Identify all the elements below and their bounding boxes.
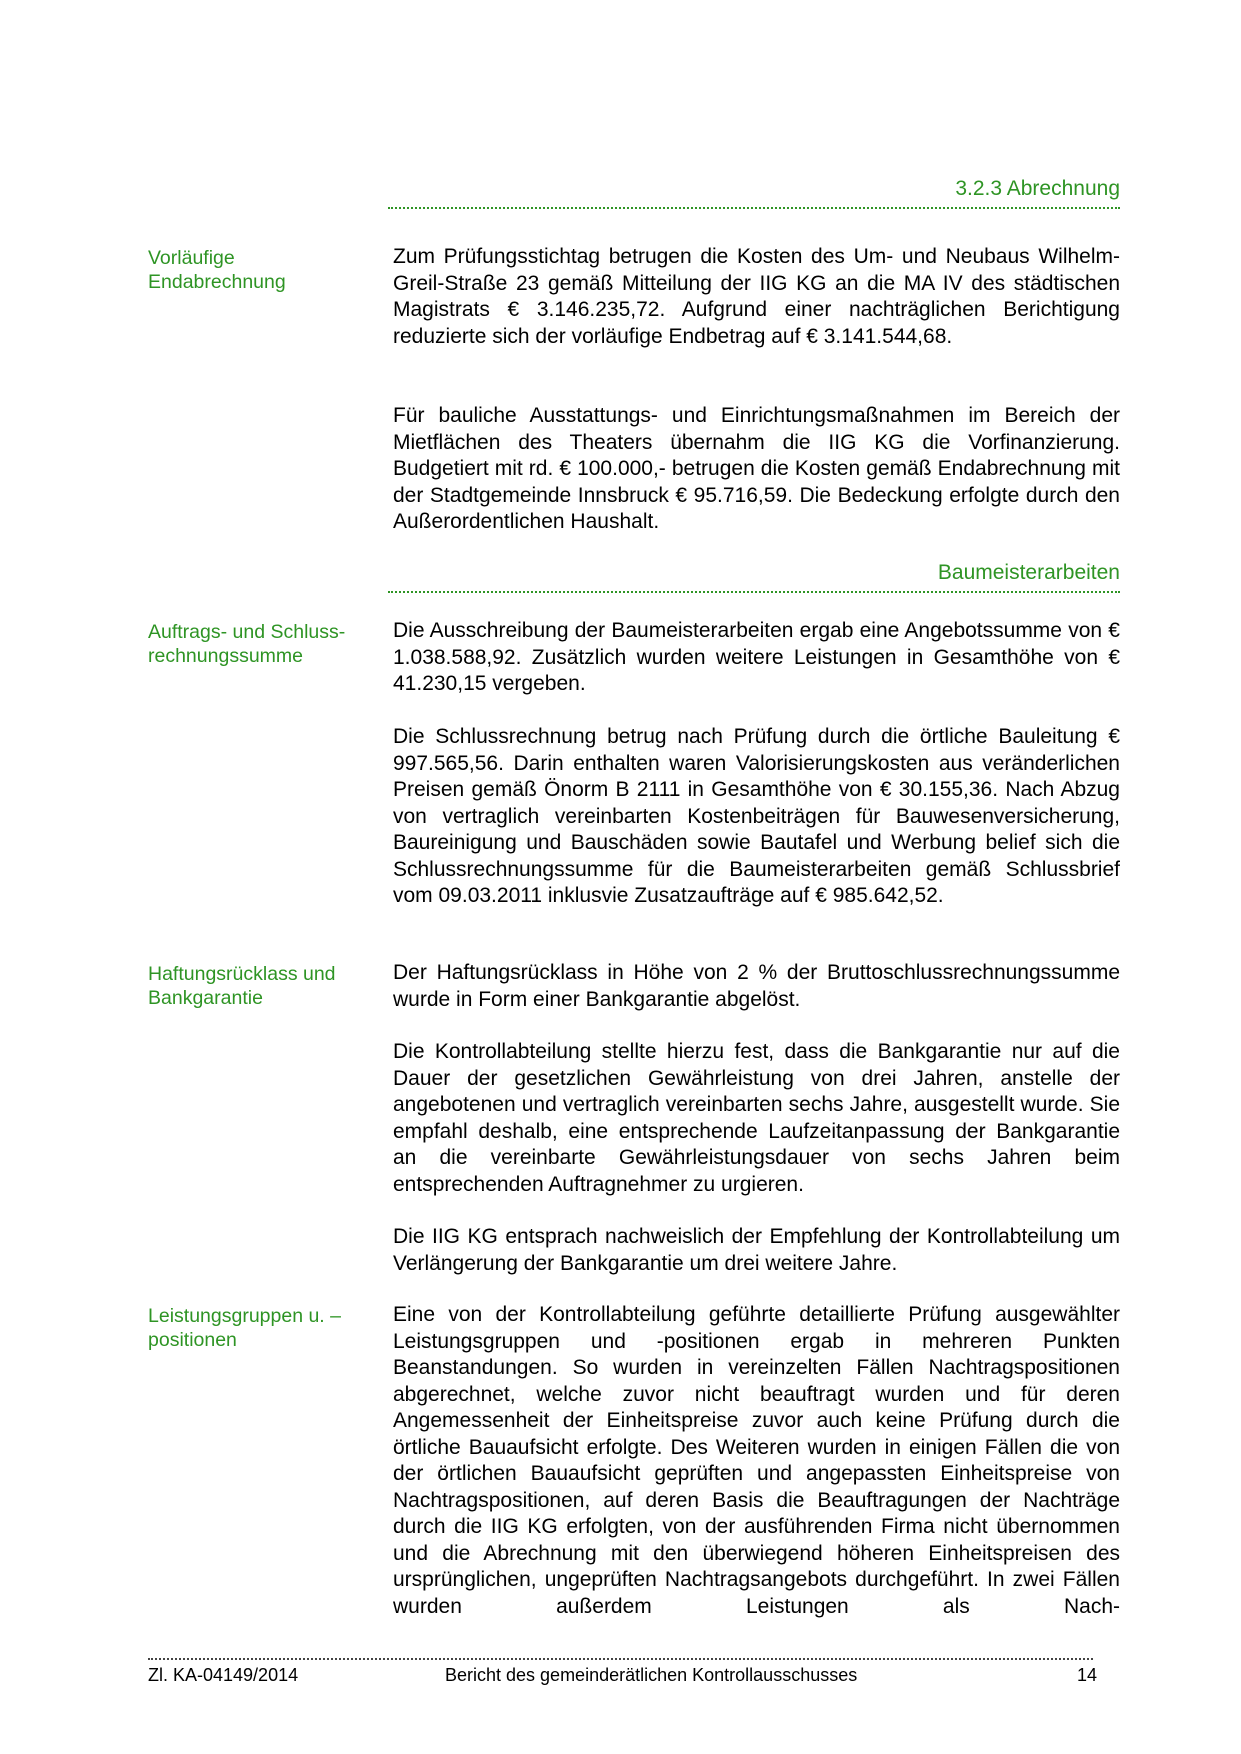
margin-note-haftungsruecklass: Haftungsrücklass und Bankgarantie: [148, 963, 336, 1009]
section-heading: 3.2.3 Abrechnung: [955, 177, 1120, 200]
footer-title: Bericht des gemeinderätlichen Kontrollausschusses: [445, 1665, 858, 1685]
margin-note-leistungsgruppen: Leistungsgruppen u. –positionen: [148, 1305, 341, 1351]
paragraph-7: Die IIG KG entsprach nachweislich der Empfehlung der Kontrollabteilung um Verlängerung der Bankgarantie um drei weitere Jahre.: [393, 1225, 1120, 1275]
paragraph-3: Die Ausschreibung der Baumeisterarbeiten ergab eine Angebotssumme von € 1.038.588,92. Zusätzlich wurden weitere Leistungen in Gesamthöhe von € 41.230,15 vergeben.: [393, 619, 1120, 695]
paragraph-6: Die Kontrollabteilung stellte hierzu fest, dass die Bankgarantie nur auf die Dauer der gesetzlichen Gewährleistung von drei Jahren, anstelle der angebotenen und vertraglich vereinbarten sechs Jahre, ausgestellt wurde. Sie empfahl deshalb, eine entsprechende Laufzeitanpassung der Bankgarantie an die vereinbarte Gewährleistungsdauer von sechs Jahren beim entsprechenden Auftragnehmer zu urgieren.: [393, 1040, 1120, 1196]
margin-note-auftragssumme: Auftrags- und Schluss-rechnungssumme: [148, 621, 346, 667]
footer-rule: [148, 1658, 1093, 1660]
subsection-heading-rule: [388, 591, 1120, 593]
paragraph-2: Für bauliche Ausstattungs- und Einrichtungsmaßnahmen im Bereich der Mietflächen des Theaters übernahm die IIG KG die Vorfinanzierung. Budgetiert mit rd. € 100.000,- betrugen die Kosten gemäß Endabrechnung mit der Stadtgemeinde Innsbruck € 95.716,59. Die Bedeckung erfolgte durch den Außerordentlichen Haushalt.: [393, 404, 1120, 533]
paragraph-1: Zum Prüfungsstichtag betrugen die Kosten des Um- und Neubaus Wilhelm-Greil-Straße 23 gemäß Mitteilung der IIG KG an die MA IV des städtischen Magistrats € 3.146.235,72. Aufgrund einer nachträglichen Berichtigung reduzierte sich der vorläufige Endbetrag auf € 3.141.544,68.: [393, 245, 1120, 348]
page-number: 14: [1077, 1665, 1098, 1685]
footer-reference: Zl. KA-04149/2014: [148, 1665, 299, 1685]
margin-note-vorlaeufige-endabrechnung: Vorläufige Endabrechnung: [148, 247, 286, 293]
subsection-heading: Baumeisterarbeiten: [937, 561, 1120, 584]
paragraph-4: Die Schlussrechnung betrug nach Prüfung durch die örtliche Bauleitung € 997.565,56. Darin enthalten waren Valorisierungskosten aus veränderlichen Preisen gemäß Önorm B 2111 in Gesamthöhe von € 30.155,36. Nach Abzug von vertraglich vereinbarten Kostenbeiträgen für Bauwesenversicherung, Baureinigung und Bauschäden sowie Bautafel und Werbung belief sich die Schlussrechnungssumme für die Baumeisterarbeiten gemäß Schlussbrief vom 09.03.2011 inklusvie Zusatzaufträge auf € 985.642,52.: [393, 725, 1120, 907]
paragraph-8: Eine von der Kontrollabteilung geführte detaillierte Prüfung ausgewählter Leistungsgruppen und -positionen ergab in mehreren Punkten Beanstandungen. So wurden in vereinzelten Fällen Nachtragspositionen abgerechnet, welche zuvor nicht beauftragt wurden und für deren Angemessenheit der Einheitspreise zuvor auch keine Prüfung durch die örtliche Bauaufsicht erfolgte. Des Weiteren wurden in einigen Fällen die von der örtlichen Bauaufsicht geprüften und angepassten Einheitspreise von Nachtragspositionen, auf deren Basis die Beauftragungen der Nachträge durch die IIG KG erfolgten, von der ausführenden Firma nicht übernommen und die Abrechnung mit den überwiegend höheren Einheitspreisen des ursprünglichen, ungeprüften Nachtragsangebots durchgeführt. In zwei Fällen wurden außerdem Leistungen als Nach-: [393, 1303, 1120, 1618]
section-heading-rule: [388, 207, 1120, 209]
paragraph-5: Der Haftungsrücklass in Höhe von 2 % der Bruttoschlussrechnungssumme wurde in Form einer Bankgarantie abgelöst.: [393, 961, 1120, 1011]
